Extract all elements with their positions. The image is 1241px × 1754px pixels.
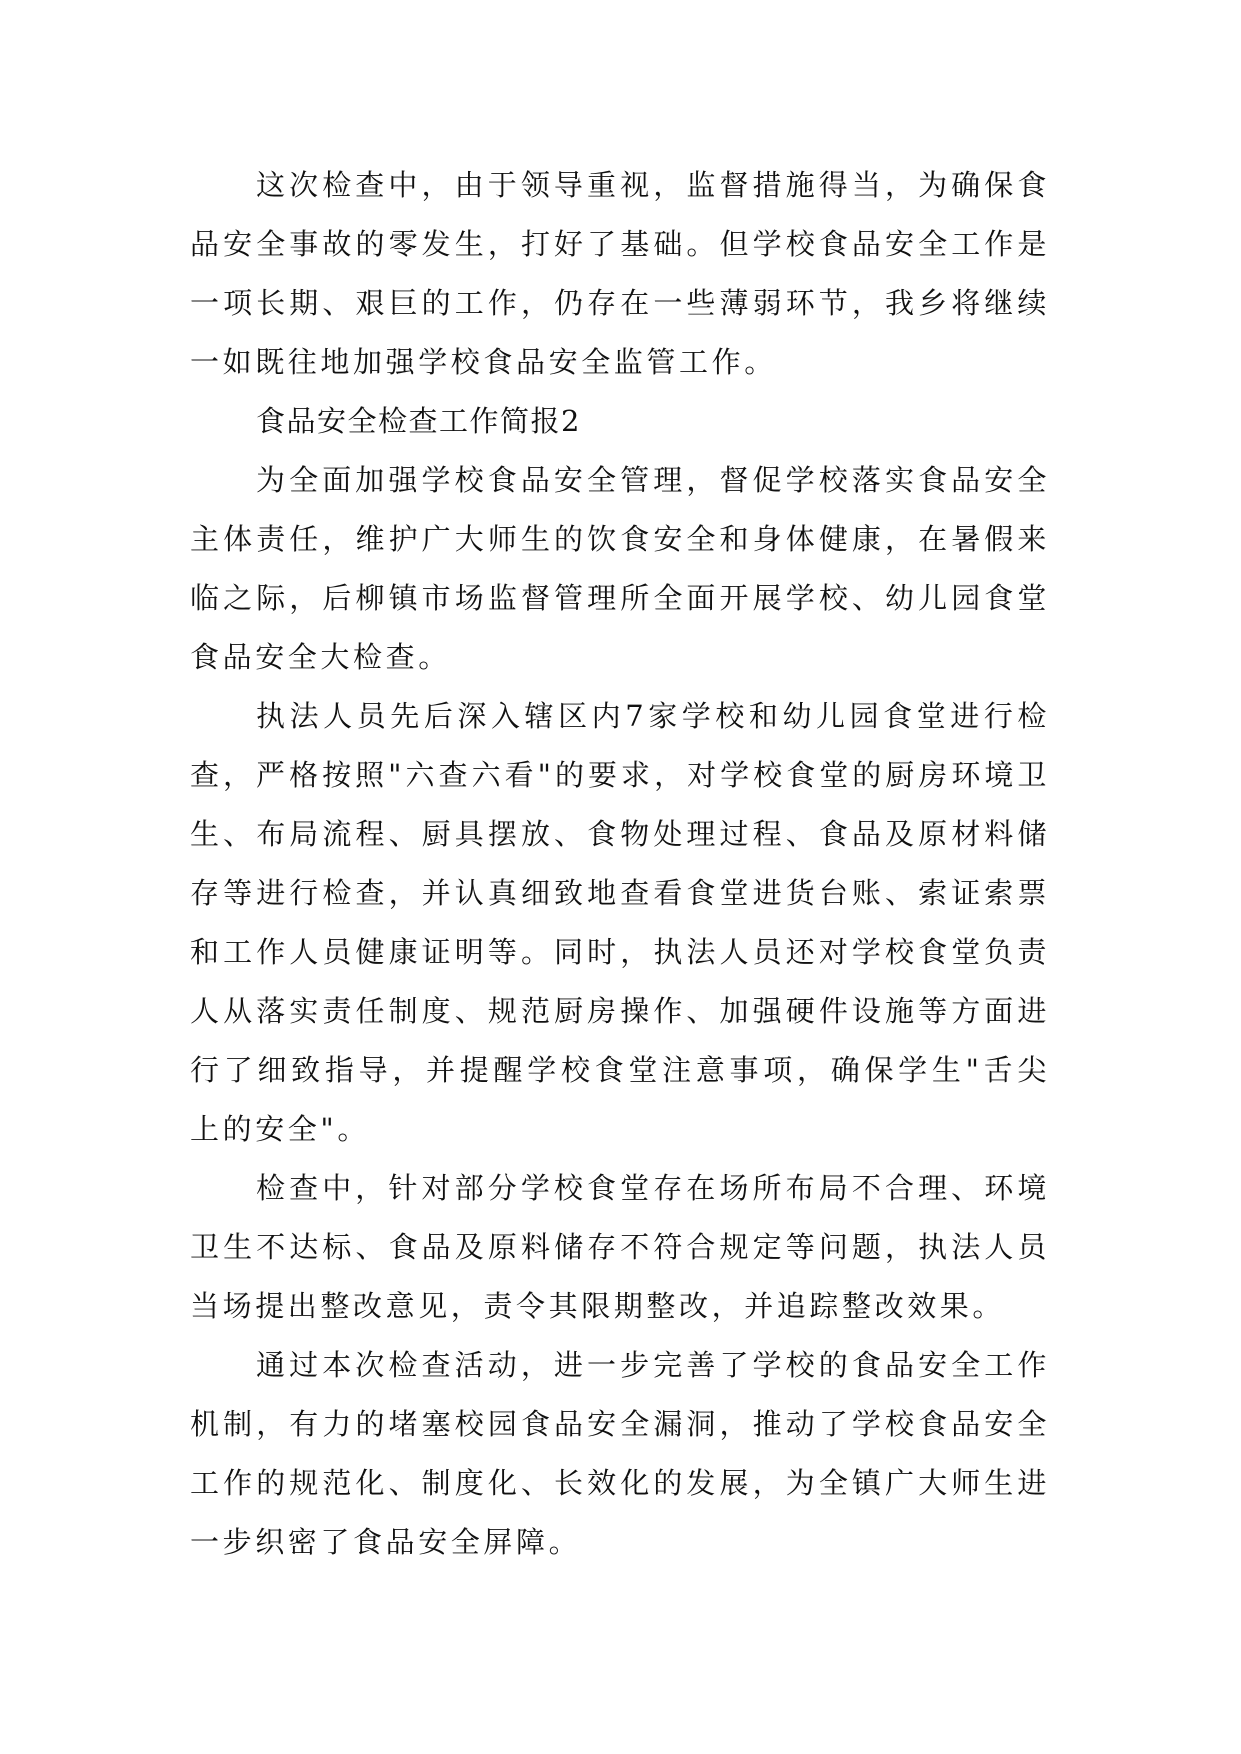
- document-body: [190, 156, 1050, 1572]
- paragraph-outcome: 通过本次检查活动，进一步完善了学校的食品安全工作机制，有力的堵塞校园食品安全漏洞，推动了学校食品安全工作的规范化、制度化、长效化的发展，为全镇广大师生进一步织密了食品安全屏障。: [190, 1348, 1050, 1559]
- paragraph-inspection-purpose: 为全面加强学校食品安全管理，督促学校落实食品安全主体责任，维护广大师生的饮食安全和身体健康，在暑假来临之际，后柳镇市场监督管理所全面开展学校、幼儿园食堂食品安全大检查。: [190, 463, 1050, 674]
- section-heading-briefing-2: 食品安全检查工作简报2: [256, 404, 581, 438]
- paragraph-inspection-details: 执法人员先后深入辖区内7家学校和幼儿园食堂进行检查，严格按照"六查六看"的要求，对学校食堂的厨房环境卫生、布局流程、厨具摆放、食物处理过程、食品及原材料储存等进行检查，并认真细致地查看食堂进货台账、索证索票和工作人员健康证明等。同时，执法人员还对学校食堂负责人从落实责任制度、规范厨房操作、加强硬件设施等方面进行了细致指导，并提醒学校食堂注意事项，确保学生"舌尖上的安全"。: [190, 699, 1050, 1146]
- paragraph-inspection-summary: 这次检查中，由于领导重视，监督措施得当，为确保食品安全事故的零发生，打好了基础。但学校食品安全工作是一项长期、艰巨的工作，仍存在一些薄弱环节，我乡将继续一如既往地加强学校食品安全监管工作。: [190, 168, 1050, 379]
- paragraph-rectification: 检查中，针对部分学校食堂存在场所布局不合理、环境卫生不达标、食品及原料储存不符合规定等问题，执法人员当场提出整改意见，责令其限期整改，并追踪整改效果。: [190, 1171, 1050, 1323]
